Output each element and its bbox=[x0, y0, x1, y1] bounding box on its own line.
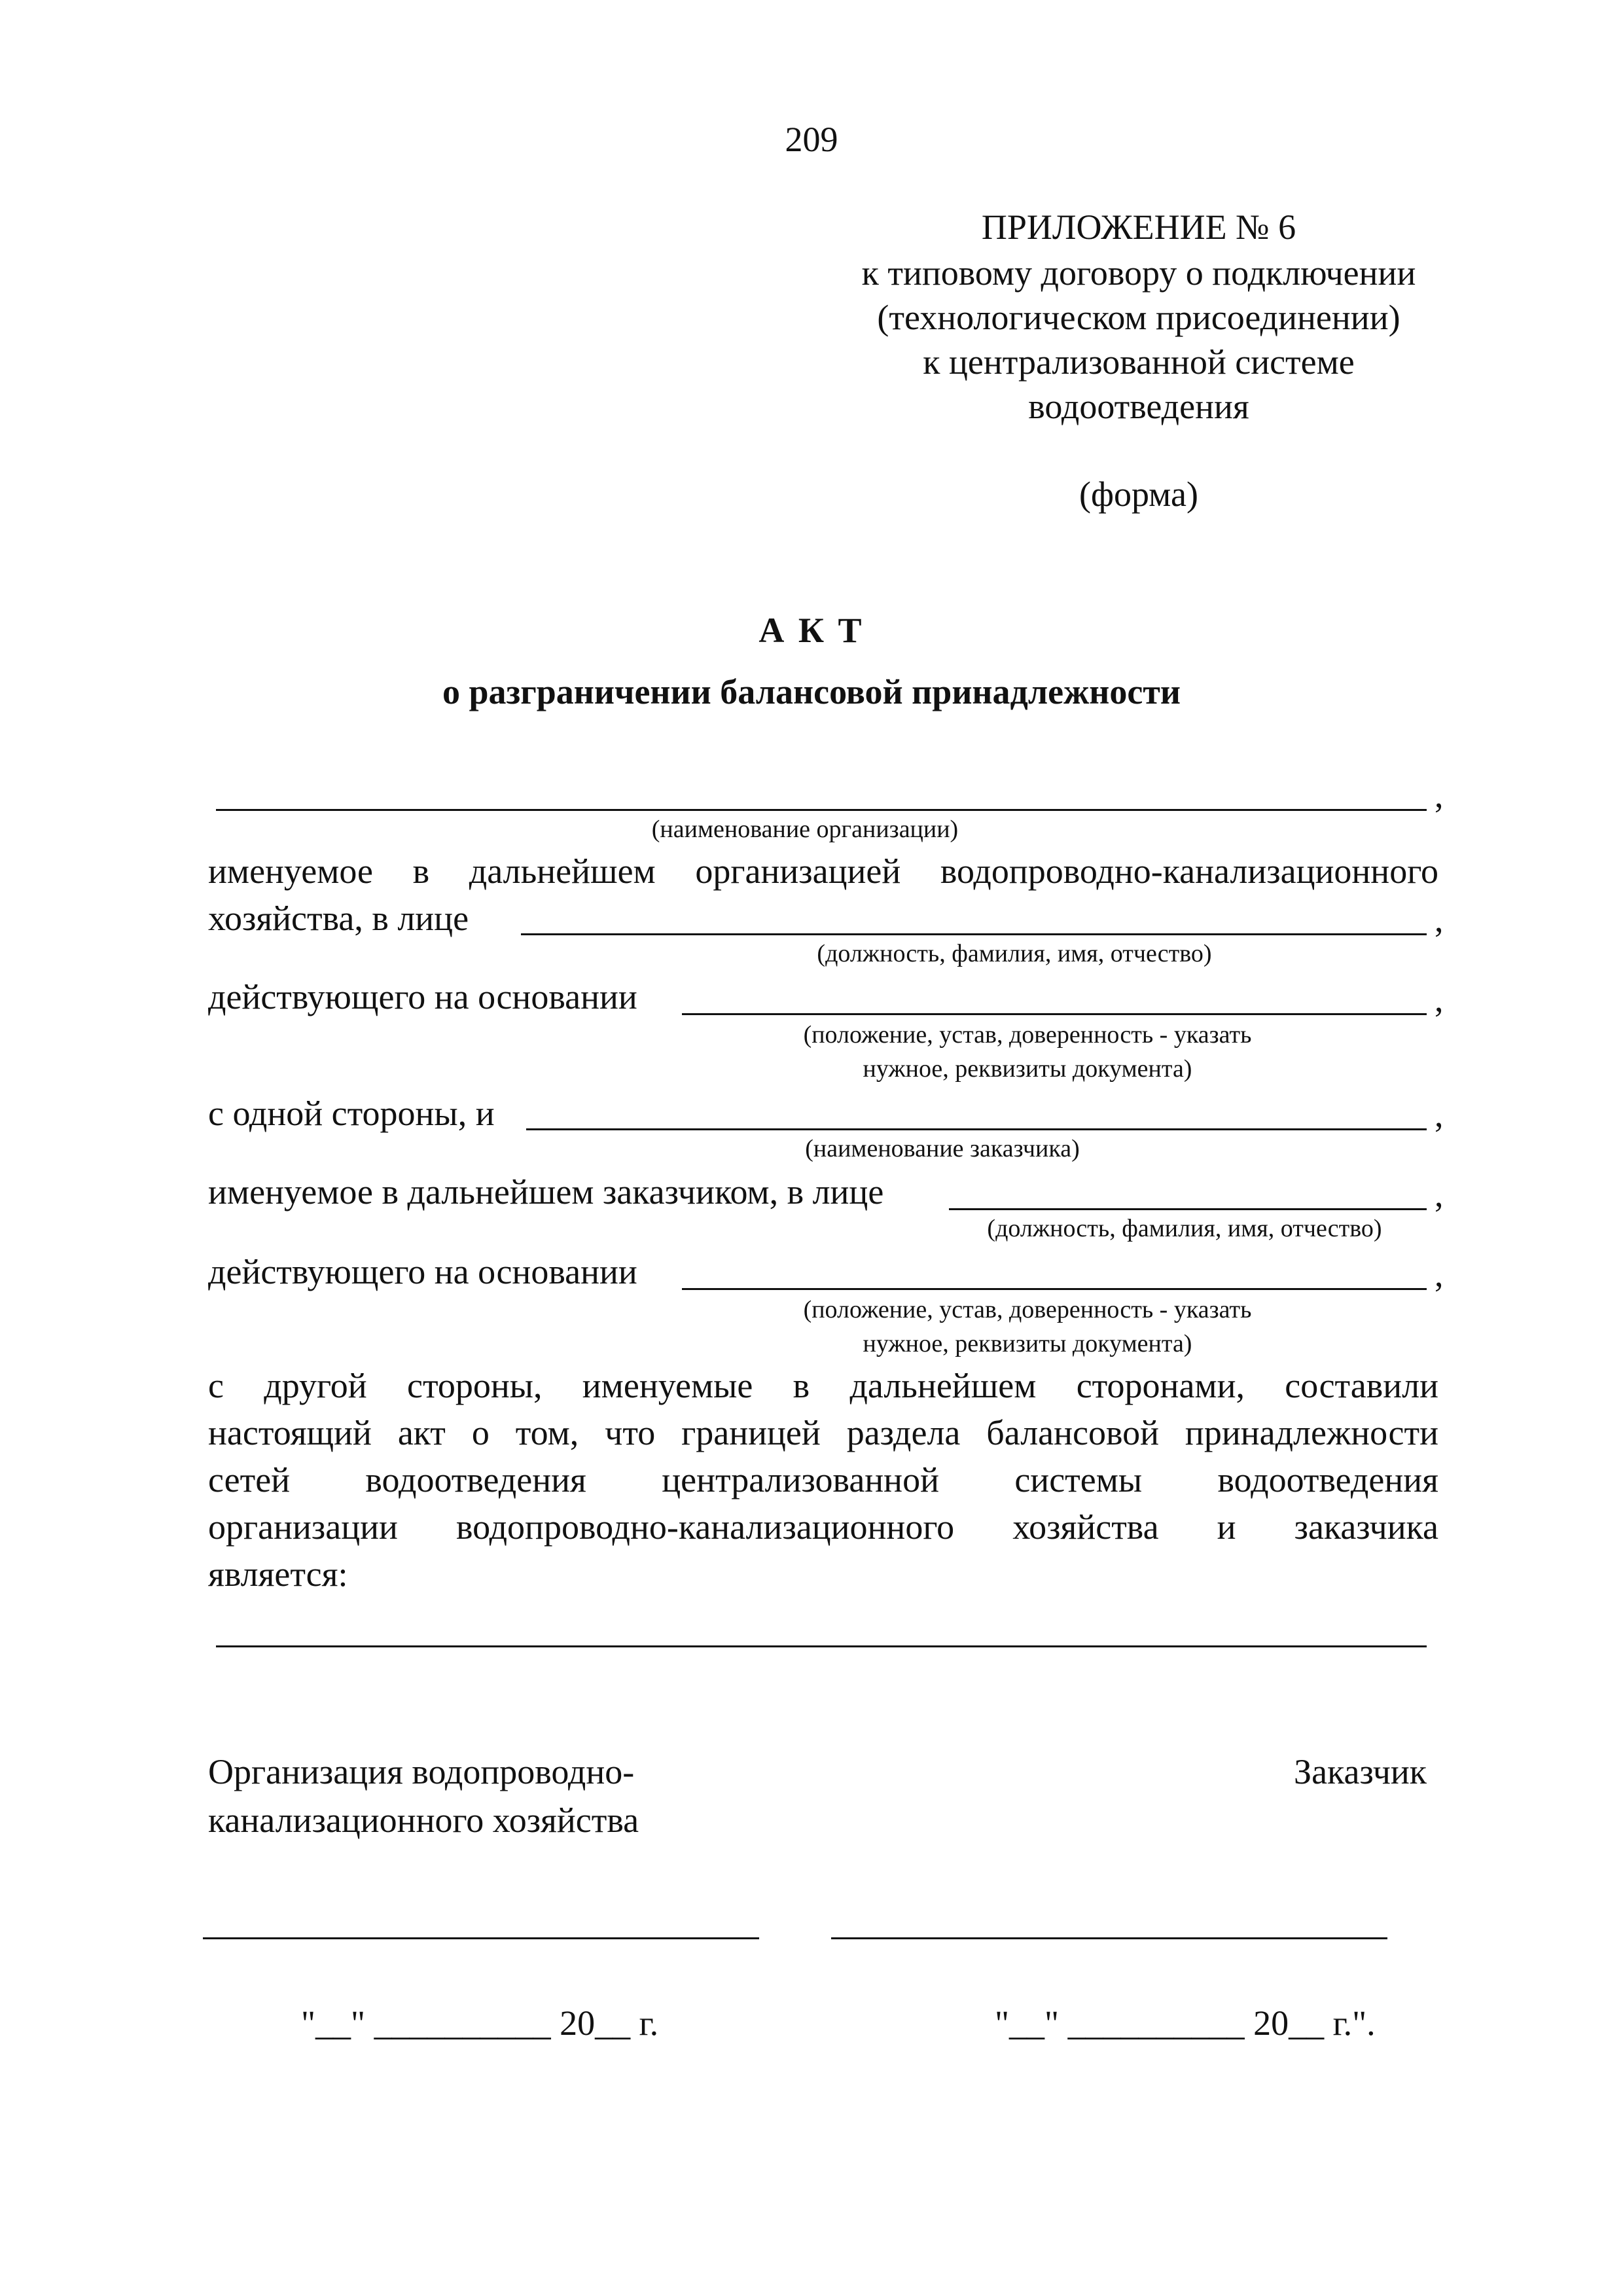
page-number: 209 bbox=[785, 120, 838, 159]
body-line-1: с другой стороны, именуемые в дальнейшем сторонами, составили bbox=[208, 1366, 1438, 1405]
org-name-line[interactable] bbox=[216, 809, 1427, 811]
customer-person-caption: (должность, фамилия, имя, отчество) bbox=[987, 1215, 1382, 1242]
customer-person-text: именуемое в дальнейшем заказчиком, в лице bbox=[208, 1172, 884, 1211]
customer-caption: (наименование заказчика) bbox=[805, 1135, 1080, 1162]
comma: , bbox=[1435, 1255, 1444, 1294]
act-subtitle: о разграничении балансовой принадлежности bbox=[442, 672, 1181, 711]
customer-basis-caption-2: нужное, реквизиты документа) bbox=[863, 1330, 1192, 1357]
sign-left-line-2: канализационного хозяйства bbox=[208, 1801, 639, 1840]
date-right: "__" __________ 20__ г.". bbox=[995, 2003, 1376, 2043]
comma: , bbox=[1435, 980, 1444, 1019]
act-title: А К Т bbox=[758, 611, 865, 650]
org-name-caption: (наименование организации) bbox=[651, 816, 959, 843]
comma: , bbox=[1435, 1095, 1444, 1134]
appendix-line-1: к типовому договору о подключении bbox=[861, 253, 1416, 293]
customer-basis-line[interactable] bbox=[682, 1288, 1427, 1290]
sign-right-line[interactable] bbox=[831, 1937, 1387, 1939]
basis-caption-1: (положение, устав, доверенность - указать bbox=[803, 1021, 1252, 1049]
form-label: (форма) bbox=[1079, 475, 1198, 514]
basis-text: действующего на основании bbox=[208, 977, 637, 1016]
appendix-line-4: водоотведения bbox=[1028, 387, 1249, 426]
one-side-text: с одной стороны, и bbox=[208, 1094, 495, 1133]
basis-caption-2: нужное, реквизиты документа) bbox=[863, 1055, 1192, 1083]
sign-right-label: Заказчик bbox=[1294, 1752, 1427, 1791]
comma: , bbox=[1435, 776, 1444, 815]
appendix-line-2: (технологическом присоединении) bbox=[877, 298, 1400, 337]
named-org-text: именуемое в дальнейшем организацией водопроводно-канализационного bbox=[208, 852, 1438, 891]
customer-basis-text: действующего на основании bbox=[208, 1252, 637, 1291]
sign-left-line-1: Организация водопроводно- bbox=[208, 1752, 635, 1791]
comma: , bbox=[1435, 1175, 1444, 1214]
date-left: "__" __________ 20__ г. bbox=[301, 2003, 659, 2043]
appendix-title: ПРИЛОЖЕНИЕ № 6 bbox=[981, 207, 1296, 247]
basis-line[interactable] bbox=[682, 1013, 1427, 1015]
person-line[interactable] bbox=[521, 933, 1427, 935]
body-line-2: настоящий акт о том, что границей раздела балансовой принадлежности bbox=[208, 1413, 1438, 1452]
comma: , bbox=[1435, 900, 1444, 939]
person-caption: (должность, фамилия, имя, отчество) bbox=[817, 940, 1212, 967]
customer-basis-caption-1: (положение, устав, доверенность - указать bbox=[803, 1296, 1252, 1323]
body-line-5: является: bbox=[208, 1554, 348, 1594]
customer-person-line[interactable] bbox=[949, 1208, 1427, 1210]
body-line-3: сетей водоотведения централизованной системы водоотведения bbox=[208, 1460, 1438, 1499]
boundary-line[interactable] bbox=[216, 1645, 1427, 1647]
person-text: хозяйства, в лице bbox=[208, 899, 469, 938]
body-line-4: организации водопроводно-канализационного хозяйства и заказчика bbox=[208, 1507, 1438, 1547]
appendix-line-3: к централизованной системе bbox=[923, 342, 1355, 382]
sign-left-line[interactable] bbox=[203, 1937, 759, 1939]
customer-name-line[interactable] bbox=[526, 1128, 1427, 1130]
